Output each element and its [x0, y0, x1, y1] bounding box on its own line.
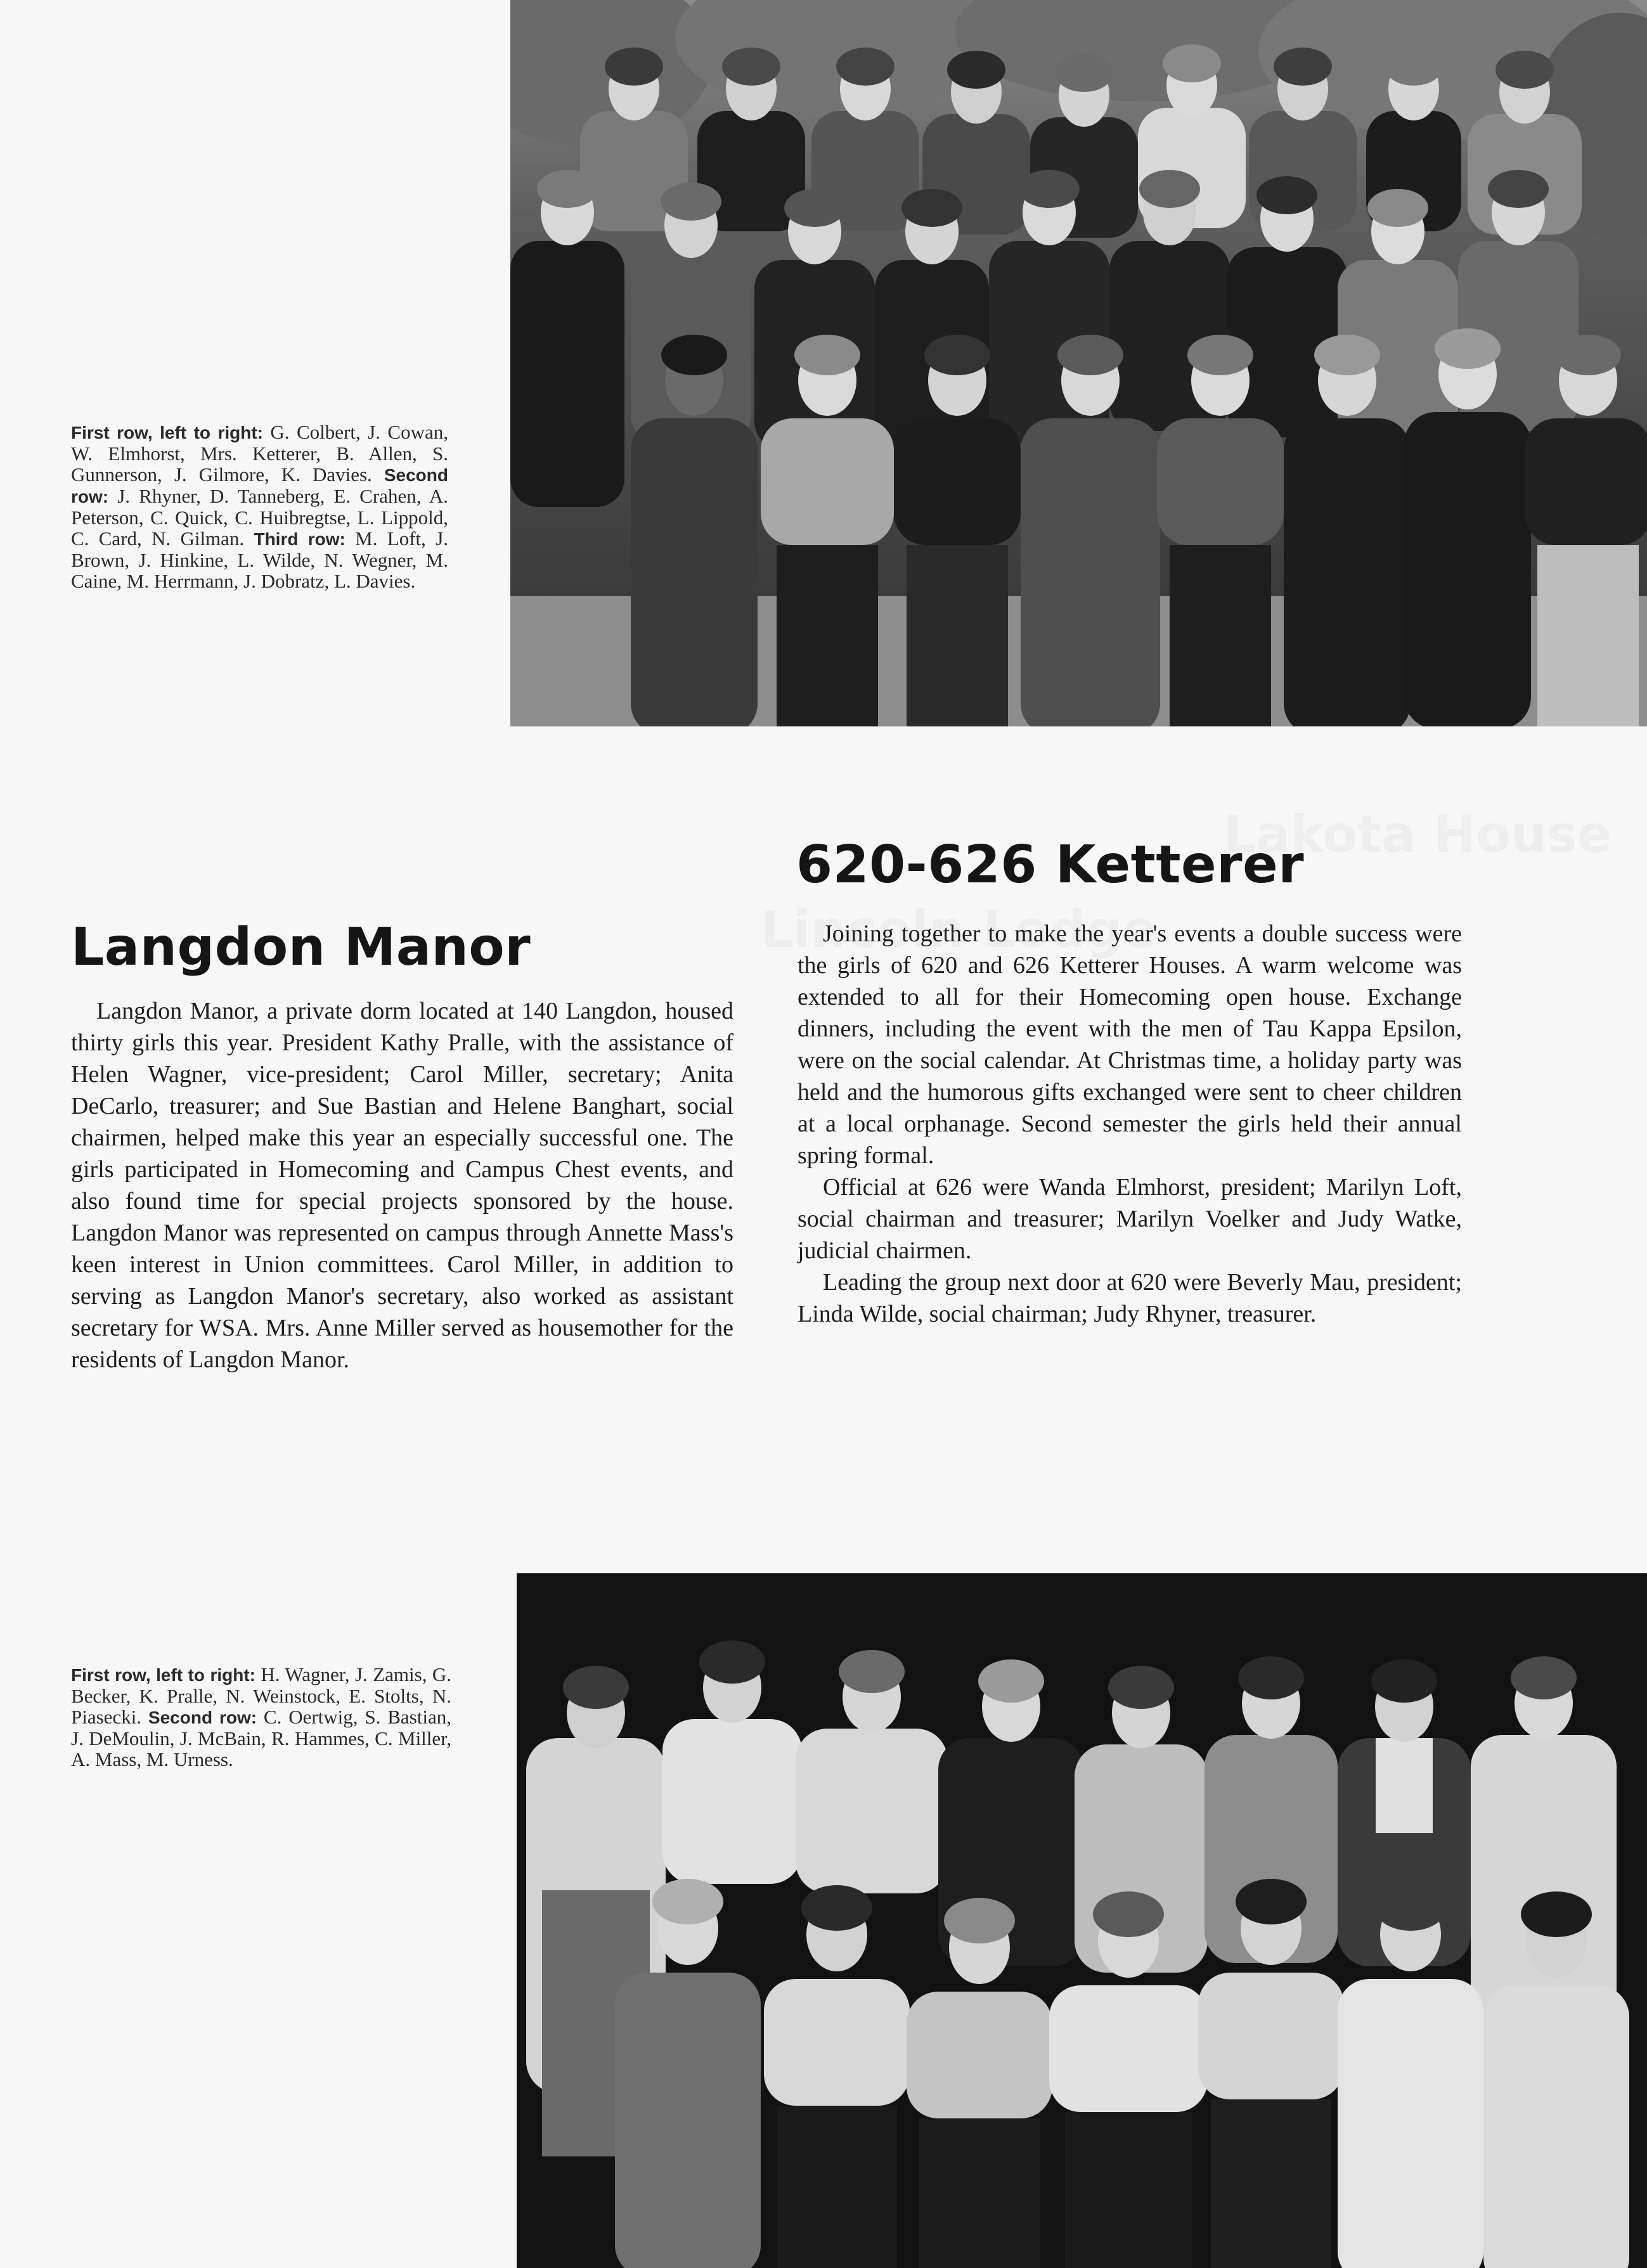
- caption-names-second-row: J. Rhyner, D. Tanneberg, E. Crahen, A. Peterson, C. Quick, C. Huibregtse, L. Lippold, C. Card, N. Gilman.: [71, 485, 448, 550]
- caption-names-third-row: M. Loft, J. Brown, J. Hinkine, L. Wilde, N. Wegner, M. Caine, M. Herrmann, J. Dobratz, L. Davies.: [71, 527, 449, 592]
- caption-lead: First row, left to right:: [71, 1665, 255, 1685]
- section-title-ketterer: 620-626 Ketterer: [796, 835, 1305, 895]
- group-photo-top: [510, 0, 1647, 726]
- group-photo-bottom: [517, 1573, 1647, 2268]
- caption-names-first-row: H. Wagner, J. Zamis, G. Becker, K. Pralle, N. Weinstock, E. Stolts, N. Piasecki.: [71, 1663, 452, 1728]
- section-title-langdon: Langdon Manor: [71, 917, 531, 977]
- photo-caption-top: [71, 422, 448, 591]
- ketterer-article: [798, 918, 1462, 1330]
- caption-lead: Third row:: [254, 529, 346, 549]
- photo-caption-bottom: [71, 1664, 451, 1770]
- langdon-article: [71, 995, 733, 1376]
- article-paragraph: Official at 626 were Wanda Elmhorst, president; Marilyn Loft, social chairman and treasurer; Marilyn Voelker and Judy Watke, judicial chairmen.: [798, 1174, 1462, 1264]
- caption-lead: First row, left to right:: [71, 423, 263, 442]
- article-paragraph: Leading the group next door at 620 were Beverly Mau, president; Linda Wilde, social chairman; Judy Rhyner, treasurer.: [798, 1269, 1462, 1327]
- article-paragraph: Joining together to make the year's events a double success were the girls of 620 and 626 Ketterer Houses. A warm welcome was extended to all for their Homecoming open house. Exchange dinners, including the event with the men of Tau Kappa Epsilon, were on the social calendar. At Christmas time, a holiday party was held and the humorous gifts exchanged were sent to cheer children at a local orphanage. Second semester the girls held their annual spring formal.: [798, 920, 1462, 1169]
- article-paragraph: Langdon Manor, a private dorm located at 140 Langdon, housed thirty girls this year. President Kathy Pralle, with the assistance of Helen Wagner, vice-president; Carol Miller, secretary; Anita DeCarlo, treasurer; and Sue Bastian and Helene Banghart, social chairmen, helped make this year an especially successful one. The girls participated in Homecoming and Campus Chest events, and also found time for special projects sponsored by the house. Langdon Manor was represented on campus through Annette Mass's keen interest in Union committees. Carol Miller, in addition to serving as Langdon Manor's secretary, also worked as assistant secretary for WSA. Mrs. Anne Miller served as housemother for the residents of Langdon Manor.: [71, 998, 733, 1373]
- caption-names-second-row: C. Oertwig, S. Bastian, J. DeMoulin, J. McBain, R. Hammes, C. Miller, A. Mass, M. Urness.: [71, 1706, 451, 1770]
- caption-lead: Second row:: [148, 1708, 257, 1727]
- caption-names-first-row: G. Colbert, J. Cowan, W. Elmhorst, Mrs. Ketterer, B. Allen, S. Gunnerson, J. Gilmore, K. Davies.: [71, 421, 448, 486]
- caption-lead: Second row:: [71, 465, 448, 506]
